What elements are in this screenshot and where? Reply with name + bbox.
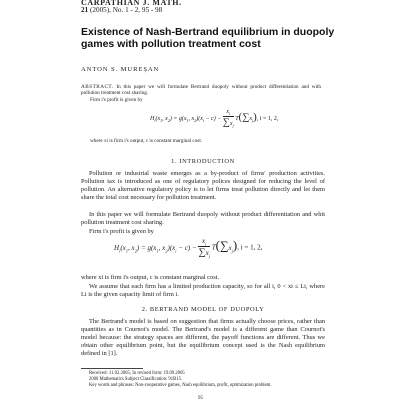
introduction-paragraph-5: We assume that each firm has a limited production capacity, so for all i, 0 < xi ≤ Li, where Li is the given capacity limit of firm i. <box>81 283 325 298</box>
abstract-where-line: where xi is firm i's output, c is constant marginal cost. <box>90 138 203 144</box>
introduction-paragraph-2: In this paper we will formulate Bertrand duopoly without product differentiation and whit pollution treatment cost sharing. <box>81 211 325 226</box>
abstract-label: ABSTRACT. <box>81 84 114 90</box>
abstract-profit-line: Firm i's profit is given by <box>90 97 143 103</box>
journal-name: CARPATHIAN J. MATH. <box>81 0 182 7</box>
author-name: ANTON S. MUREȘAN <box>81 66 160 73</box>
introduction-paragraph-3: Firm i's profit is given by <box>89 228 154 235</box>
page-number: 95 <box>198 396 203 401</box>
journal-issue <box>81 6 162 15</box>
footnote-received: Received: 11.02.2005; In revised form: 19.09.2005 <box>89 371 185 376</box>
bertrand-model-paragraph: The Bertrand's model is based on suggestion that firms actually choose prices, rather than quantities as in Cournot's model. The Bertrand's model is a different game than Cournot's model because: the strategy spaces are different, the payoff functions are different. Thus we obtain other equilibrium point, but the equilibrium concept used is the Nash equilibrium defined in [1]. <box>81 318 325 357</box>
journal-volume: 21 <box>81 6 89 14</box>
introduction-paragraph-1: Pollution or industrial waste emerges as a by-product of firms' production activities. Pollution tax is introduced as one of regulatory polices designed for reducing the level of pollution. An alternative regulatory policy is to let firms treat pollution directly and let them share the total cost necessary for pollution treatment. <box>81 170 325 201</box>
abstract-profit-formula: $H_i(x_1$, $x_2) = g(x_1$, $x_2)(x_i - c)$ − $\frac{x_i}{\sum x_j}$ $T(\sum x_j)$, i = 1, 2, <box>150 109 279 129</box>
footnote-keywords: Key words and phrases: Non-cooperative games, Nash equilibrium, profit, optimization problem. <box>89 383 272 388</box>
introduction-paragraph-4: where xi is firm i's output, c is constant marginal cost. <box>81 274 220 281</box>
abstract-text: In this paper we will formulate Bertrand duopoly without product differentiation and with pollution treatment cost sharing. <box>81 84 321 97</box>
paper-title: Existence of Nash-Bertrand equilibrium in duopoly games with pollution treatment cost <box>81 26 335 50</box>
introduction-heading: 1. INTRODUCTION <box>171 158 235 165</box>
abstract <box>81 84 321 97</box>
footnote-msc: 2000 Mathematics Subject Classification: 91B15. <box>89 377 183 382</box>
bertrand-model-heading: 2. BERTRAND MODEL OF DUOPOLY <box>141 306 265 313</box>
footnote-rule <box>81 368 143 369</box>
journal-issue-details: (2005), No. 1 - 2, 95 - 98 <box>88 6 163 14</box>
introduction-profit-formula: $H_i(x_1$, $x_2) = g(x_1$, $x_2)(x_i - c)$ − $\frac{x_i}{\sum x_j}$ $T(\sum x_j)$, i = 1, 2, <box>114 237 263 259</box>
